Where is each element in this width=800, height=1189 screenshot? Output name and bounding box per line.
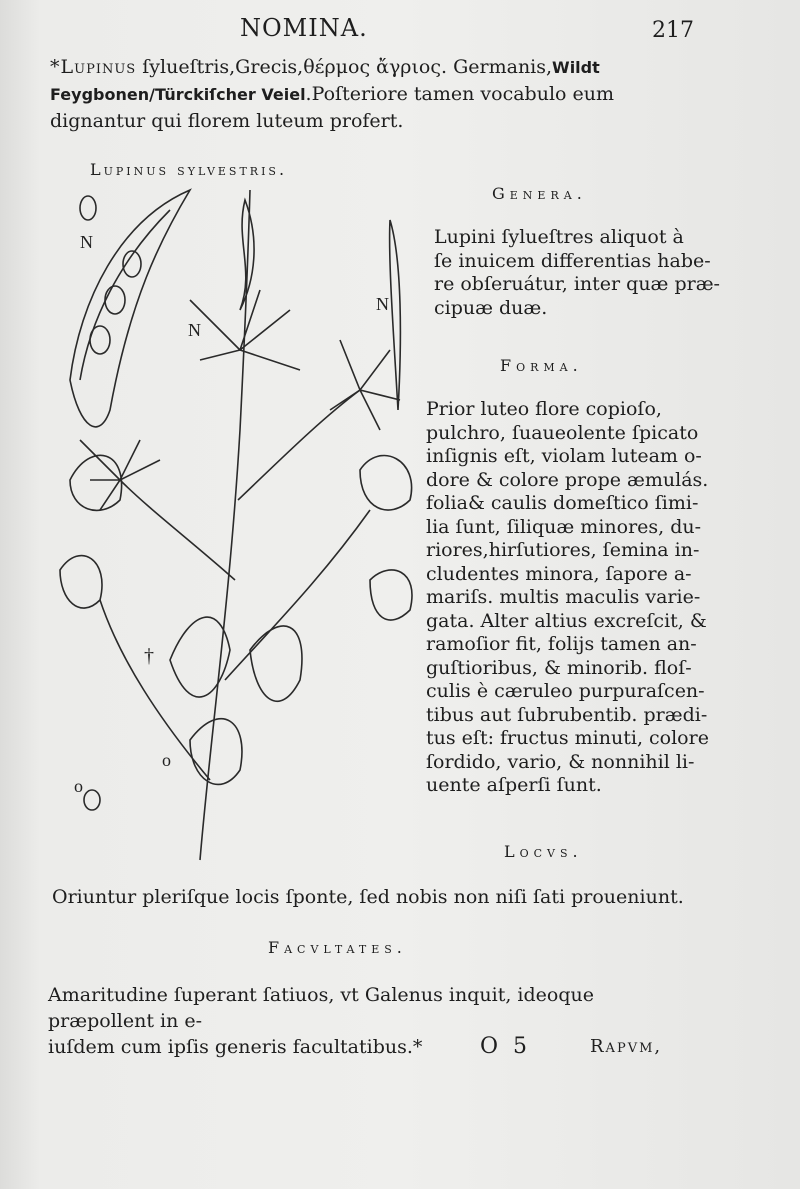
facultates-line-2: iuſdem cum ipſis generis facultatibus.*: [48, 1036, 423, 1058]
figure-mark-dagger: †: [144, 645, 154, 667]
forma-line: mariſs. multis maculis varie-: [426, 586, 701, 608]
intro-paragraph: [50, 54, 700, 135]
forma-line: guſtioribus, & minorib. floſ-: [426, 656, 692, 679]
figure-mark-n3: N: [376, 294, 389, 314]
intro-text-1: ſylueſtris,Grecis,: [136, 56, 304, 78]
genera-line: cipuæ duæ.: [434, 296, 548, 319]
page-number: 217: [652, 18, 694, 43]
plant-caption: Lupinus sylvestris.: [90, 160, 288, 179]
forma-line: lia ſunt, ſiliquæ minores, du-: [426, 515, 702, 538]
figure-mark-n1: N: [80, 232, 93, 252]
figure-mark-n2: N: [188, 320, 201, 340]
forma-line: pulchro, ſuaueolente ſpicato: [426, 421, 699, 444]
lupine-woodcut-illustration: [40, 180, 430, 880]
intro-text-3: .Poſteriore tamen vocabulo eum dignantur qui florem luteum profert.: [50, 83, 615, 132]
pod-outline: [70, 190, 190, 427]
facultates-line-1: Amaritudine ſuperant ſatiuos, vt Galenus inquit, ideoque præpollent in e-: [48, 984, 594, 1032]
forma-line: folia& caulis domeſtico ſimi-: [426, 492, 699, 514]
forma-line: riores,hirſutiores, ſemina in-: [426, 539, 700, 561]
forma-line: tibus aut ſubrubentib. prædi-: [426, 703, 708, 726]
intro-plant-name: *Lupinus: [50, 56, 137, 78]
forma-line: culis è cæruleo purpuraſcen-: [426, 680, 705, 702]
main-stem: [200, 190, 250, 860]
figure-mark-o1: o: [74, 776, 83, 796]
seed-drawing: [84, 790, 100, 810]
forma-line: cludentes minora, ſapore a-: [426, 562, 692, 585]
forma-paragraph: [426, 398, 709, 798]
genera-line: re obſeruátur, inter quæ præ-: [434, 273, 720, 295]
intro-greek-name: θέρμος ἄγριος: [303, 56, 442, 78]
intro-german-name: Wildt Feygbonen/Türckiſcher Veiel: [50, 58, 600, 104]
catchword: Rapvm,: [590, 1036, 663, 1057]
running-head: NOMINA.: [240, 14, 368, 42]
heading-forma: Forma.: [500, 356, 583, 375]
forma-line: dore & colore prope æmulás.: [426, 468, 709, 491]
forma-line: Prior luteo flore copioſo,: [426, 398, 662, 420]
signature-mark: O 5: [480, 1034, 532, 1059]
forma-line: ramoſior fit, folijs tamen an-: [426, 633, 697, 655]
heading-facultates: Facvltates.: [268, 938, 407, 957]
heading-genera: Genera.: [492, 184, 587, 203]
forma-line: uente aſperſi ſunt.: [426, 774, 602, 796]
genera-line: ſe inuicem differentias habe-: [434, 249, 711, 272]
heading-locus: Locvs.: [504, 842, 583, 861]
leaf-cluster-2: [330, 340, 400, 430]
forma-line: ſordido, vario, & nonnihil li-: [426, 750, 695, 773]
forma-line: tus eſt: fructus minuti, colore: [426, 727, 709, 749]
narrow-pod: [390, 220, 401, 410]
intro-text-2: . Germanis,: [441, 56, 553, 78]
forma-line: gata. Alter altius excreſcit, &: [426, 609, 707, 632]
locus-paragraph: Oriuntur pleriſque locis ſponte, ſed nobis non niſi ſati proueniunt.: [52, 886, 684, 908]
forma-line: inſignis eſt, violam luteam o-: [426, 445, 702, 467]
genera-paragraph: [434, 226, 720, 320]
genera-line: Lupini ſylueſtres aliquot à: [434, 226, 684, 248]
figure-mark-o2: o: [162, 750, 171, 770]
lower-pods: [170, 617, 302, 784]
